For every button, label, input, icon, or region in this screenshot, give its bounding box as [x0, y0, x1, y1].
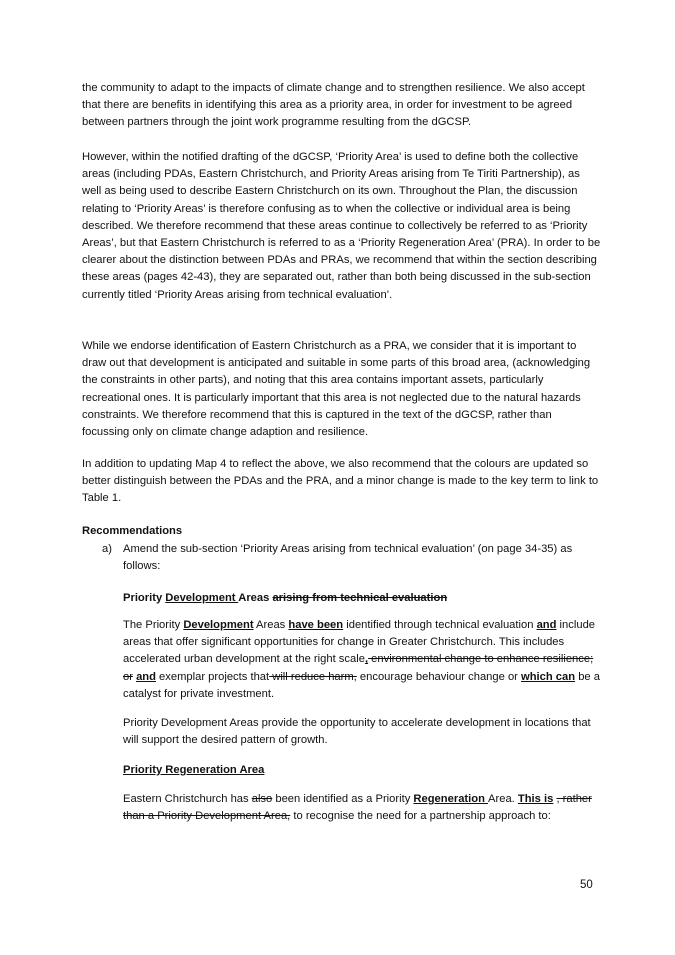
recommendations-heading: Recommendations	[82, 525, 183, 537]
pda-purpose-paragraph: Priority Development Areas provide the opportunity to accelerate development in locations that will support the desired pattern of growth.	[123, 717, 591, 747]
pda-definition-paragraph: The Priority Development Areas have been identified through technical evaluation and include areas that offer significant opportunities for change in Greater Christchurch. This includes accelerated urban development at the right scale, environmental change to enhance resilience; or and exemplar projects that will reduce harm, encourage behaviour change or which can be a catalyst for private investment.	[123, 619, 600, 700]
page-number: 50	[580, 879, 593, 891]
pda-heading: Priority Development Areas arising from technical evaluation	[123, 592, 448, 604]
paragraph-climate-resilience: the community to adapt to the impacts of climate change and to strengthen resilience. We also accept that there are benefits in identifying this area as a priority area, in order for investment to be agreed between partners through the joint work programme resulting from the dGCSP.	[82, 82, 585, 129]
list-item: Amend the sub-section ‘Priority Areas arising from technical evaluation’ (on page 34-35) as follows:	[123, 543, 573, 573]
list-item-marker: a)	[102, 543, 112, 555]
paragraph-map-4-update: In addition to updating Map 4 to reflect the above, we also recommend that the colours are updated so better distinguish between the PDAs and the PRA, and a minor change is made to the key term to link to Table 1.	[82, 458, 599, 505]
paragraph-eastern-christchurch-pra: While we endorse identification of Eastern Christchurch as a PRA, we consider that it is important to draw out that development is anticipated and suitable in some parts of this broad area, (acknowledging the constraints in other parts), and noting that this area contains important assets, particularly recreational ones. It is particularly important that this area is not neglected due to the natural hazards constraints. We therefore recommend that this is captured in the text of the dGCSP, rather than focussing only on climate change adaption and resilience.	[82, 340, 591, 439]
pra-paragraph: Eastern Christchurch has also been identified as a Priority Regeneration Area. This is , rather than a Priority Development Area, to recognise the need for a partnership approach to:	[123, 793, 592, 823]
paragraph-priority-area-definition: However, within the notified drafting of the dGCSP, ‘Priority Area’ is used to define both the collective areas (including PDAs, Eastern Christchurch, and Priority Areas arising from Te Tiriti Partnership), as well as being used to describe Eastern Christchurch on its own. Throughout the Plan, the discussion relating to ‘Priority Areas’ is therefore confusing as to when the collective or individual area is being described. We therefore recommend that these areas continue to collectively be referred to as ‘Priority Areas’, but that Eastern Christchurch is referred to as a ‘Priority Regeneration Area’ (PRA). In order to be clearer about the distinction between PDAs and PRAs, we recommend that within the section describing these areas (pages 42-43), they are separated out, rather than both being discussed in the sub-section currently titled ‘Priority Areas arising from technical evaluation’.	[82, 151, 601, 301]
pra-heading: Priority Regeneration Area	[123, 764, 265, 776]
